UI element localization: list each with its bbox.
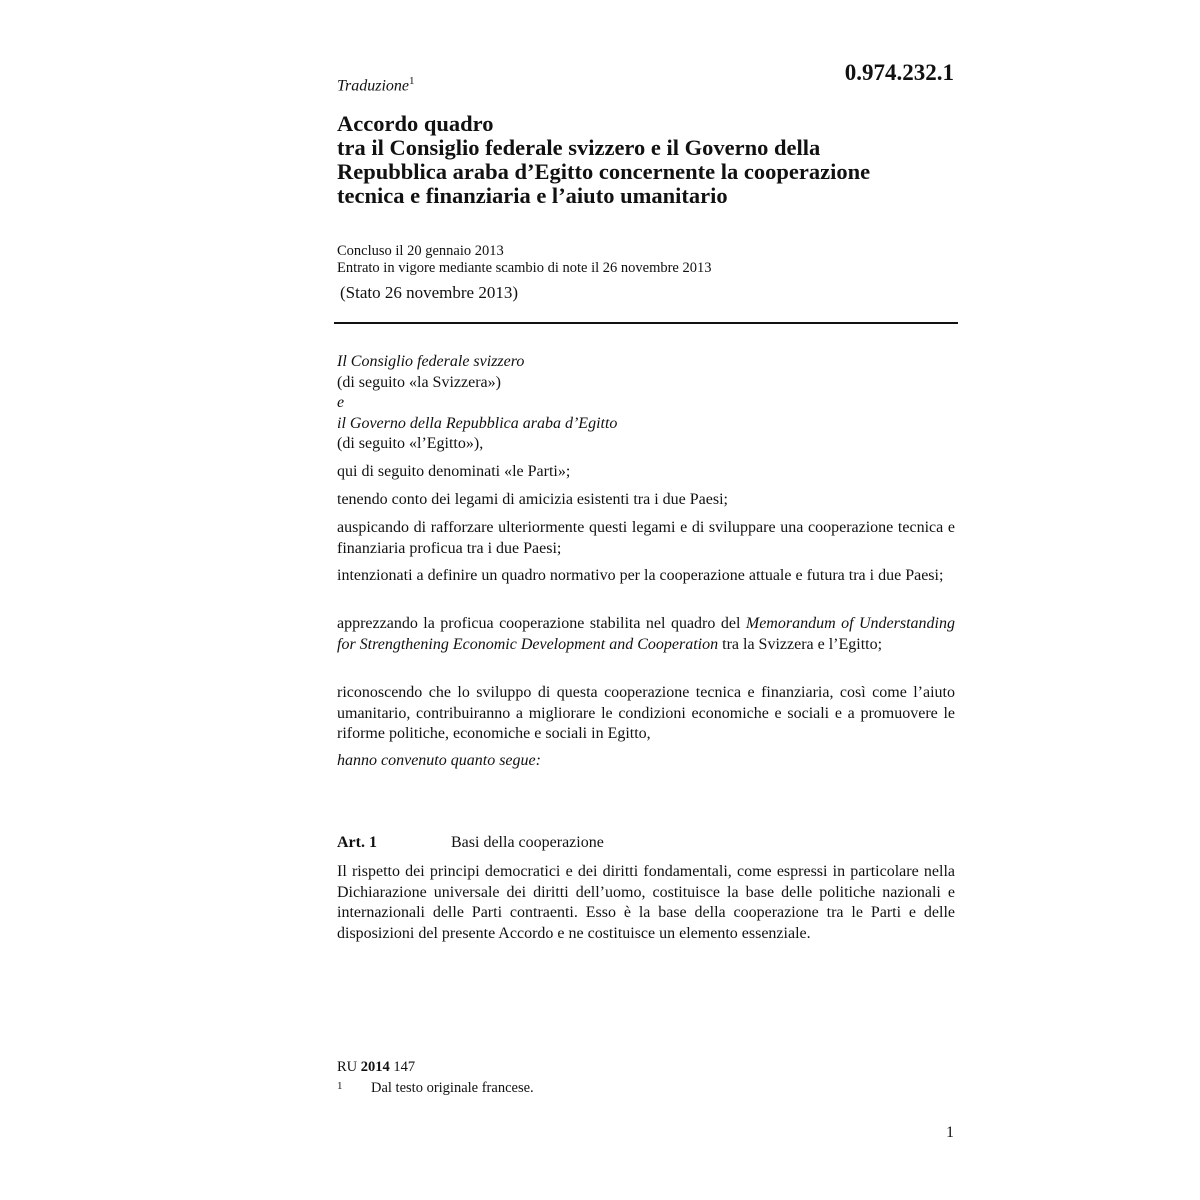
ru-year: 2014 [360,1059,390,1075]
preamble-paragraph [337,614,955,655]
party-1-alias: (di seguito «la Svizzera») [337,373,501,391]
article-number: Art. 1 [337,834,377,851]
party-1: Il Consiglio federale svizzero [337,353,525,370]
title-line: Accordo quadro [337,111,494,136]
title-line: Repubblica araba d’Egitto concernente la cooperazione [337,159,871,184]
preamble-paragraph: intenzionati a definire un quadro normativo per la cooperazione attuale e futura tra i due Paesi; [337,567,944,584]
footnote-text: Dal testo originale francese. [371,1080,534,1096]
translation-label [337,75,415,95]
agreed-clause: hanno convenuto quanto segue: [337,752,541,769]
article-title: Basi della cooperazione [451,834,604,851]
ru-prefix: RU [337,1059,358,1075]
title-line: tecnica e finanziaria e l’aiuto umanitario [337,183,728,208]
preamble-paragraph: auspicando di rafforzare ulteriormente questi legami e di sviluppare una cooperazione tecnica e finanziaria proficua tra i due Paesi; [337,519,955,557]
preamble-paragraph: riconoscendo che lo sviluppo di questa cooperazione tecnica e finanziaria, così come l’aiuto umanitario, contribuiranno a migliorare le condizioni economiche e sociali e a promuovere le riforme politiche, economiche e sociali in Egitto, [337,684,955,742]
memorandum-title: Memorandum of Understanding for Strengthening Economic Development and Cooperation [337,615,955,653]
status-date: (Stato 26 novembre 2013) [340,283,518,302]
preamble-paragraph: qui di seguito denominati «le Parti»; [337,463,571,480]
preamble-paragraph: tenendo conto dei legami di amicizia esistenti tra i due Paesi; [337,491,728,508]
title-line: tra il Consiglio federale svizzero e il Governo della [337,135,821,160]
footnote-ref[interactable]: 1 [409,75,415,87]
official-collection-ref [337,1059,415,1076]
page-number: 1 [946,1124,954,1141]
parties-block [337,352,955,455]
sr-number: 0.974.232.1 [844,60,954,85]
document-title [337,112,957,208]
entry-into-force: Entrato in vigore mediante scambio di note il 26 novembre 2013 [337,260,712,276]
concluded-date: Concluso il 20 gennaio 2013 [337,243,504,259]
ru-page: 147 [393,1059,416,1075]
footnote [337,1080,534,1097]
conjunction: e [337,394,345,411]
footnote-number: 1 [337,1080,343,1092]
conclusion-info [337,243,712,277]
translation-text: Traduzione [337,77,410,95]
article-1-text: Il rispetto dei principi democratici e dei diritti fondamentali, come espressi in particolare nella Dichiarazione universale dei diritti dell’uomo, costituisce la base delle politiche nazionali e internazionali delle Parti contraenti. Esso è la base della cooperazione tra le Parti e delle disposizioni del presente Accordo e ne costituisce un elemento essenziale. [337,863,955,942]
party-2-alias: (di seguito «l’Egitto»), [337,435,484,452]
header-divider [334,322,958,324]
party-2: il Governo della Repubblica araba d’Egitto [337,414,618,432]
preamble-text: apprezzando la proficua cooperazione stabilita nel quadro del [337,615,746,632]
article-1-heading [337,834,604,852]
preamble-text: tra la Svizzera e l’Egitto; [718,635,883,653]
